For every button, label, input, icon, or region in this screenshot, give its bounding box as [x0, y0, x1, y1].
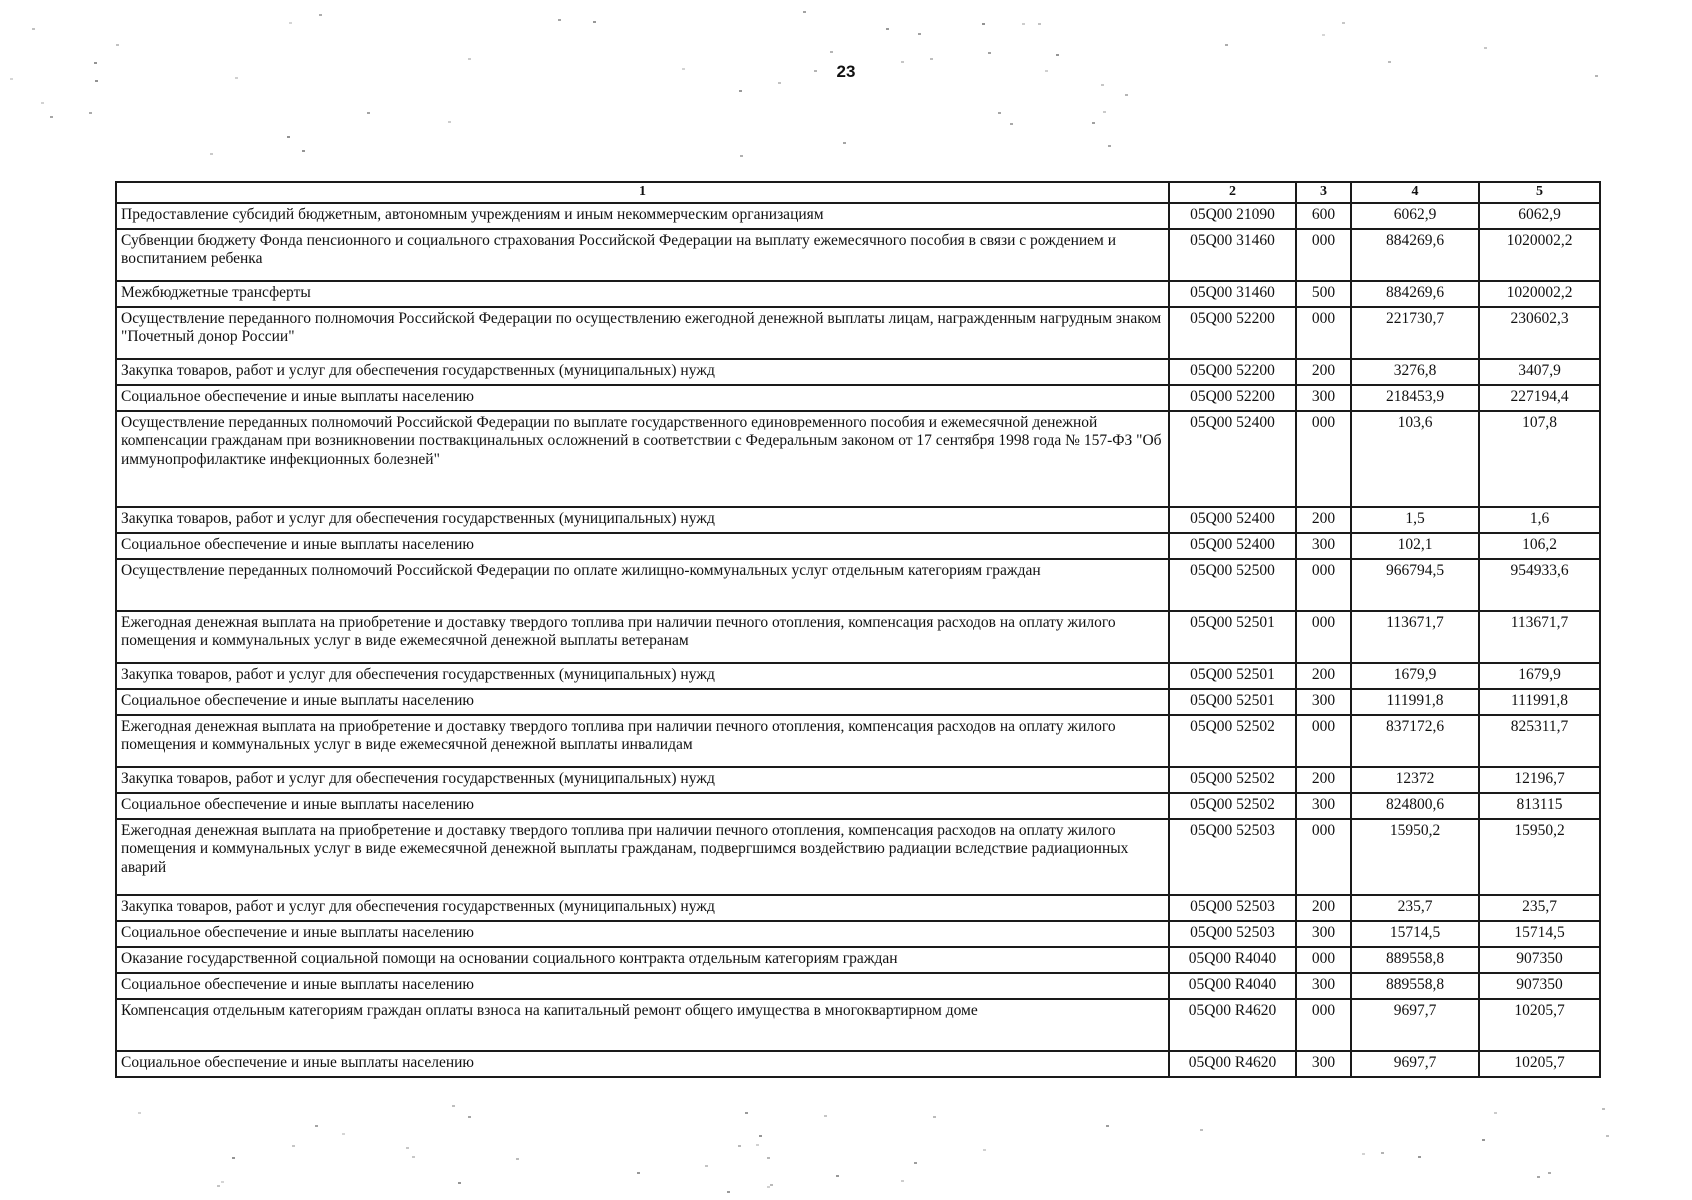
scan-speck [1106, 1125, 1109, 1127]
scan-speck [116, 44, 119, 46]
cell-expense-type: 000 [1296, 307, 1351, 359]
cell-value-1: 111991,8 [1351, 689, 1479, 715]
cell-value-1: 966794,5 [1351, 559, 1479, 611]
scan-speck [302, 150, 305, 152]
scan-speck [1092, 122, 1095, 124]
cell-item-name: Закупка товаров, работ и услуг для обеспечения государственных (муниципальных) нужд [116, 767, 1169, 793]
cell-value-1: 9697,7 [1351, 999, 1479, 1051]
scan-speck [814, 70, 817, 72]
cell-target-code: 05Q00 52502 [1169, 767, 1296, 793]
cell-value-1: 884269,6 [1351, 281, 1479, 307]
header-cell-name: 1 [116, 182, 1169, 203]
cell-value-2: 954933,6 [1479, 559, 1600, 611]
cell-value-1: 12372 [1351, 767, 1479, 793]
scan-speck [1056, 54, 1059, 56]
scan-speck [759, 1135, 762, 1137]
scan-speck [918, 33, 921, 35]
cell-target-code: 05Q00 52503 [1169, 819, 1296, 895]
cell-expense-type: 000 [1296, 999, 1351, 1051]
scan-speck [1010, 123, 1013, 125]
table-row [116, 947, 1600, 973]
cell-item-name: Социальное обеспечение и иные выплаты населению [116, 533, 1169, 559]
scan-speck [1225, 44, 1228, 46]
cell-item-name: Осуществление переданных полномочий Российской Федерации по выплате государственного единовременного пособия и ежемесячной денежной компенсации гражданам при возникновении поствакцинальных осложнений в соответствии с Федеральным законом от 17 сентября 1998 года № 157-ФЗ "Об иммунопрофилактике инфекционных болезней" [116, 411, 1169, 507]
cell-target-code: 05Q00 52501 [1169, 611, 1296, 663]
cell-value-2: 1,6 [1479, 507, 1600, 533]
cell-item-name: Социальное обеспечение и иные выплаты населению [116, 385, 1169, 411]
cell-expense-type: 000 [1296, 715, 1351, 767]
scan-speck [448, 121, 451, 123]
scan-speck [836, 1175, 839, 1177]
scan-speck [1494, 1112, 1497, 1114]
scan-speck [210, 153, 213, 155]
scan-speck [830, 51, 833, 53]
cell-target-code: 05Q00 52501 [1169, 689, 1296, 715]
scan-speck [982, 23, 985, 25]
scan-speck [727, 1191, 730, 1193]
cell-expense-type: 500 [1296, 281, 1351, 307]
cell-value-2: 113671,7 [1479, 611, 1600, 663]
cell-target-code: 05Q00 52503 [1169, 895, 1296, 921]
header-cell-value-2: 5 [1479, 182, 1600, 203]
cell-value-2: 1679,9 [1479, 663, 1600, 689]
scan-speck [287, 136, 290, 138]
scan-speck [94, 62, 97, 64]
cell-expense-type: 000 [1296, 947, 1351, 973]
scan-speck [1103, 111, 1106, 113]
cell-value-1: 6062,9 [1351, 203, 1479, 229]
cell-target-code: 05Q00 31460 [1169, 281, 1296, 307]
cell-value-1: 3276,8 [1351, 359, 1479, 385]
scan-speck [1537, 1176, 1540, 1178]
cell-target-code: 05Q00 52503 [1169, 921, 1296, 947]
scan-speck [886, 28, 889, 30]
table-row [116, 689, 1600, 715]
cell-value-1: 235,7 [1351, 895, 1479, 921]
scan-speck [637, 1172, 640, 1174]
scan-speck [367, 112, 370, 114]
cell-value-1: 824800,6 [1351, 793, 1479, 819]
cell-expense-type: 300 [1296, 1051, 1351, 1077]
scan-speck [95, 80, 98, 82]
cell-value-2: 230602,3 [1479, 307, 1600, 359]
scan-speck [1125, 94, 1128, 96]
scan-speck [292, 1145, 295, 1147]
cell-expense-type: 200 [1296, 507, 1351, 533]
scan-speck [843, 142, 846, 144]
cell-target-code: 05Q00 52400 [1169, 533, 1296, 559]
cell-value-2: 12196,7 [1479, 767, 1600, 793]
scan-speck [767, 1157, 770, 1159]
scan-speck [682, 68, 685, 70]
table-row [116, 895, 1600, 921]
header-row [116, 182, 1600, 203]
cell-item-name: Социальное обеспечение и иные выплаты населению [116, 689, 1169, 715]
scan-speck [221, 1181, 224, 1183]
table-row [116, 411, 1600, 507]
cell-item-name: Закупка товаров, работ и услуг для обеспечения государственных (муниципальных) нужд [116, 507, 1169, 533]
scan-speck [983, 1149, 986, 1151]
scan-speck [930, 58, 933, 60]
scan-speck [1038, 23, 1041, 25]
cell-target-code: 05Q00 52400 [1169, 507, 1296, 533]
cell-target-code: 05Q00 52502 [1169, 715, 1296, 767]
cell-target-code: 05Q00 52200 [1169, 385, 1296, 411]
cell-value-2: 1020002,2 [1479, 229, 1600, 281]
scan-speck [558, 19, 561, 21]
cell-value-2: 106,2 [1479, 533, 1600, 559]
cell-value-1: 889558,8 [1351, 947, 1479, 973]
scan-speck [1101, 84, 1104, 86]
cell-value-2: 907350 [1479, 947, 1600, 973]
table-row [116, 793, 1600, 819]
scan-speck [1388, 61, 1391, 63]
cell-value-2: 3407,9 [1479, 359, 1600, 385]
scan-speck [1200, 1129, 1203, 1131]
cell-value-2: 111991,8 [1479, 689, 1600, 715]
table-row [116, 715, 1600, 767]
cell-value-2: 10205,7 [1479, 999, 1600, 1051]
cell-value-2: 825311,7 [1479, 715, 1600, 767]
scan-speck [406, 1147, 409, 1149]
scan-speck [998, 112, 1001, 114]
cell-item-name: Закупка товаров, работ и услуг для обеспечения государственных (муниципальных) нужд [116, 663, 1169, 689]
cell-value-1: 889558,8 [1351, 973, 1479, 999]
table-row [116, 507, 1600, 533]
scan-speck [516, 1158, 519, 1160]
scan-speck [1342, 22, 1345, 24]
cell-item-name: Компенсация отдельным категориям граждан оплаты взноса на капитальный ремонт общего имущества в многоквартирном доме [116, 999, 1169, 1051]
cell-item-name: Закупка товаров, работ и услуг для обеспечения государственных (муниципальных) нужд [116, 359, 1169, 385]
cell-value-2: 15714,5 [1479, 921, 1600, 947]
cell-item-name: Ежегодная денежная выплата на приобретение и доставку твердого топлива при наличии печного отопления, компенсация расходов на оплату жилого помещения и коммунальных услуг в виде ежемесячной денежной выплаты инвалидам [116, 715, 1169, 767]
scan-speck [41, 102, 44, 104]
scan-speck [235, 77, 238, 79]
cell-expense-type: 000 [1296, 819, 1351, 895]
cell-value-1: 103,6 [1351, 411, 1479, 507]
cell-value-2: 813115 [1479, 793, 1600, 819]
scan-speck [10, 78, 13, 80]
table-row [116, 307, 1600, 359]
cell-expense-type: 000 [1296, 559, 1351, 611]
cell-value-2: 6062,9 [1479, 203, 1600, 229]
scan-speck [1362, 1153, 1365, 1155]
cell-expense-type: 300 [1296, 973, 1351, 999]
cell-value-1: 1,5 [1351, 507, 1479, 533]
scan-speck [988, 52, 991, 54]
table-row [116, 533, 1600, 559]
scan-speck [778, 82, 781, 84]
cell-value-2: 227194,4 [1479, 385, 1600, 411]
scan-speck [767, 1186, 770, 1188]
scan-speck [593, 21, 596, 23]
scan-speck [1602, 1108, 1605, 1110]
cell-expense-type: 300 [1296, 921, 1351, 947]
scan-speck [342, 1133, 345, 1135]
cell-expense-type: 200 [1296, 895, 1351, 921]
cell-value-1: 221730,7 [1351, 307, 1479, 359]
table-row [116, 767, 1600, 793]
scan-speck [217, 1185, 220, 1187]
page-number: 23 [836, 62, 856, 81]
cell-expense-type: 200 [1296, 359, 1351, 385]
cell-item-name: Оказание государственной социальной помощи на основании социального контракта отдельным категориям граждан [116, 947, 1169, 973]
scan-speck [1322, 34, 1325, 36]
table-row [116, 611, 1600, 663]
cell-target-code: 05Q00 R4620 [1169, 1051, 1296, 1077]
scan-speck [412, 1156, 415, 1158]
scan-speck [1022, 23, 1025, 25]
cell-target-code: 05Q00 21090 [1169, 203, 1296, 229]
cell-expense-type: 300 [1296, 689, 1351, 715]
scan-speck [803, 11, 806, 13]
scan-speck [315, 1125, 318, 1127]
table-row [116, 1051, 1600, 1077]
cell-item-name: Субвенции бюджету Фонда пенсионного и социального страхования Российской Федерации на выплату ежемесячного пособия в связи с рождением и воспитанием ребенка [116, 229, 1169, 281]
cell-value-2: 15950,2 [1479, 819, 1600, 895]
table-row [116, 385, 1600, 411]
scan-speck [50, 116, 53, 118]
cell-expense-type: 300 [1296, 385, 1351, 411]
cell-item-name: Осуществление переданного полномочия Российской Федерации по осуществлению ежегодной денежной выплаты лицам, награжденным нагрудным знаком "Почетный донор России" [116, 307, 1169, 359]
cell-expense-type: 300 [1296, 793, 1351, 819]
cell-item-name: Социальное обеспечение и иные выплаты населению [116, 793, 1169, 819]
cell-value-1: 113671,7 [1351, 611, 1479, 663]
cell-value-1: 15714,5 [1351, 921, 1479, 947]
cell-target-code: 05Q00 R4040 [1169, 947, 1296, 973]
scan-speck [232, 1157, 235, 1159]
scan-speck [901, 61, 904, 63]
scan-speck [452, 1105, 455, 1107]
cell-expense-type: 000 [1296, 611, 1351, 663]
table-row [116, 999, 1600, 1051]
cell-target-code: 05Q00 R4620 [1169, 999, 1296, 1051]
scan-speck [1595, 75, 1598, 77]
scan-speck [1484, 47, 1487, 49]
cell-item-name: Ежегодная денежная выплата на приобретение и доставку твердого топлива при наличии печного отопления, компенсация расходов на оплату жилого помещения и коммунальных услуг в виде ежемесячной денежной выплаты гражданам, подвергшимся воздействию радиации вследствие радиационных аварий [116, 819, 1169, 895]
scan-speck [458, 1182, 461, 1184]
scan-speck [138, 1112, 141, 1114]
scan-speck [289, 22, 292, 24]
table-row [116, 663, 1600, 689]
scan-speck [914, 1162, 917, 1164]
cell-expense-type: 000 [1296, 411, 1351, 507]
cell-value-2: 907350 [1479, 973, 1600, 999]
cell-item-name: Закупка товаров, работ и услуг для обеспечения государственных (муниципальных) нужд [116, 895, 1169, 921]
header-cell-value-1: 4 [1351, 182, 1479, 203]
cell-expense-type: 300 [1296, 533, 1351, 559]
table-body [116, 203, 1600, 1077]
scan-speck [739, 90, 742, 92]
cell-item-name: Ежегодная денежная выплата на приобретение и доставку твердого топлива при наличии печного отопления, компенсация расходов на оплату жилого помещения и коммунальных услуг в виде ежемесячной денежной выплаты ветеранам [116, 611, 1169, 663]
cell-item-name: Социальное обеспечение и иные выплаты населению [116, 973, 1169, 999]
cell-value-2: 235,7 [1479, 895, 1600, 921]
cell-target-code: 05Q00 52400 [1169, 411, 1296, 507]
cell-target-code: 05Q00 52200 [1169, 359, 1296, 385]
cell-expense-type: 600 [1296, 203, 1351, 229]
scan-speck [901, 1180, 904, 1182]
cell-expense-type: 200 [1296, 663, 1351, 689]
table-row [116, 203, 1600, 229]
cell-value-2: 107,8 [1479, 411, 1600, 507]
cell-item-name: Социальное обеспечение и иные выплаты населению [116, 921, 1169, 947]
cell-item-name: Осуществление переданных полномочий Российской Федерации по оплате жилищно-коммунальных услуг отдельным категориям граждан [116, 559, 1169, 611]
scan-speck [933, 1116, 936, 1118]
table-row [116, 559, 1600, 611]
scan-speck [1045, 70, 1048, 72]
scan-speck [1548, 1172, 1551, 1174]
scan-speck [770, 1184, 773, 1186]
table-row [116, 921, 1600, 947]
scan-speck [32, 28, 35, 30]
scan-speck [740, 155, 743, 157]
table-row [116, 973, 1600, 999]
cell-value-1: 884269,6 [1351, 229, 1479, 281]
cell-item-name: Социальное обеспечение и иные выплаты населению [116, 1051, 1169, 1077]
scan-speck [745, 1112, 748, 1114]
header-cell-type: 3 [1296, 182, 1351, 203]
table-row [116, 281, 1600, 307]
cell-target-code: 05Q00 52501 [1169, 663, 1296, 689]
cell-target-code: 05Q00 31460 [1169, 229, 1296, 281]
header-cell-code: 2 [1169, 182, 1296, 203]
scan-speck [1606, 1135, 1609, 1137]
cell-value-1: 15950,2 [1351, 819, 1479, 895]
cell-value-2: 1020002,2 [1479, 281, 1600, 307]
budget-table [115, 181, 1601, 1078]
table-row [116, 819, 1600, 895]
cell-target-code: 05Q00 52200 [1169, 307, 1296, 359]
cell-item-name: Межбюджетные трансферты [116, 281, 1169, 307]
scan-speck [468, 58, 471, 60]
cell-target-code: 05Q00 52500 [1169, 559, 1296, 611]
scan-speck [705, 1165, 708, 1167]
scan-speck [1418, 1156, 1421, 1158]
scan-speck [1482, 1139, 1485, 1141]
cell-item-name: Предоставление субсидий бюджетным, автономным учреждениям и иным некоммерческим организациям [116, 203, 1169, 229]
cell-value-1: 102,1 [1351, 533, 1479, 559]
cell-value-1: 837172,6 [1351, 715, 1479, 767]
scan-speck [1108, 145, 1111, 147]
cell-expense-type: 000 [1296, 229, 1351, 281]
table-row [116, 229, 1600, 281]
cell-target-code: 05Q00 R4040 [1169, 973, 1296, 999]
cell-value-1: 1679,9 [1351, 663, 1479, 689]
scan-speck [319, 14, 322, 16]
cell-value-2: 10205,7 [1479, 1051, 1600, 1077]
cell-expense-type: 200 [1296, 767, 1351, 793]
cell-value-1: 218453,9 [1351, 385, 1479, 411]
cell-value-1: 9697,7 [1351, 1051, 1479, 1077]
scan-speck [468, 1116, 471, 1118]
scan-speck [738, 1145, 741, 1147]
scan-speck [824, 1115, 827, 1117]
table-row [116, 359, 1600, 385]
cell-target-code: 05Q00 52502 [1169, 793, 1296, 819]
scan-speck [1381, 1152, 1384, 1154]
scan-speck [89, 112, 92, 114]
scan-speck [756, 1144, 759, 1146]
